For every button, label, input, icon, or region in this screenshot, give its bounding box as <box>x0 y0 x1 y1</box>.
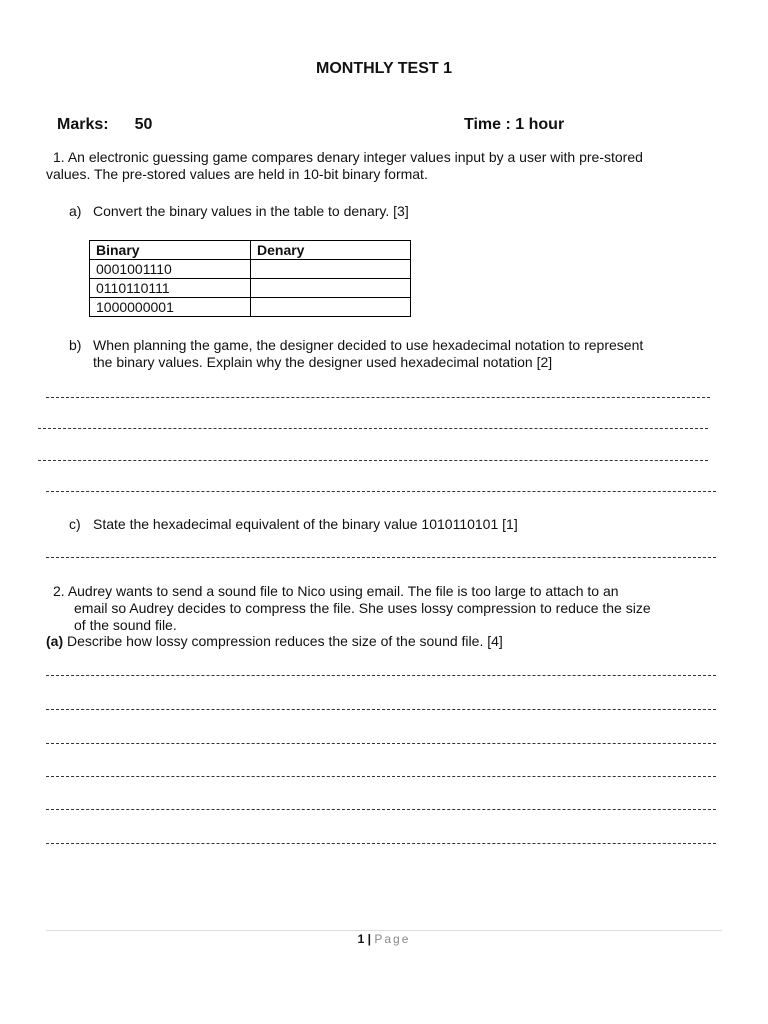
binary-cell: 0001001110 <box>90 260 251 279</box>
question-1b-text-line1: When planning the game, the designer decided to use hexadecimal notation to represent <box>93 337 644 353</box>
answer-line[interactable] <box>46 491 716 492</box>
marks-label: Marks: <box>57 116 109 133</box>
question-1b-label: b) <box>69 337 82 353</box>
binary-cell: 1000000001 <box>90 298 251 317</box>
denary-answer-cell[interactable] <box>251 260 411 279</box>
table-row <box>90 298 411 317</box>
question-1c-label: c) <box>69 516 81 532</box>
question-2a-text: Describe how lossy compression reduces the size of the sound file. [4] <box>67 633 503 649</box>
page-label: Page <box>374 932 411 946</box>
marks-info <box>57 116 152 134</box>
answer-line[interactable] <box>38 460 708 461</box>
question-2-text-line2: email so Audrey decides to compress the file. She uses lossy compression to reduce the size <box>74 600 651 616</box>
question-2a <box>46 633 503 650</box>
binary-denary-table <box>89 240 411 317</box>
answer-line[interactable] <box>46 776 716 777</box>
table-row <box>90 279 411 298</box>
question-1-text-line1: An electronic guessing game compares denary integer values input by a user with pre-stored <box>67 149 643 165</box>
question-1b-text-line2: the binary values. Explain why the designer used hexadecimal notation [2] <box>93 354 553 370</box>
denary-answer-cell[interactable] <box>251 298 411 317</box>
page-number: 1 <box>357 932 365 946</box>
time-info: Time : 1 hour <box>464 116 565 133</box>
question-2 <box>46 583 726 634</box>
table-header-denary: Denary <box>251 241 411 260</box>
question-1a-text: Convert the binary values in the table to denary. [3] <box>93 203 409 219</box>
question-1a-label: a) <box>69 203 82 219</box>
table-header-row <box>90 241 411 260</box>
footer-separator: | <box>367 932 371 946</box>
denary-answer-cell[interactable] <box>251 279 411 298</box>
question-1c-text: State the hexadecimal equivalent of the binary value 1010110101 [1] <box>93 516 518 532</box>
answer-line[interactable] <box>46 397 710 398</box>
answer-line[interactable] <box>46 809 716 810</box>
page-title: MONTHLY TEST 1 <box>315 60 453 77</box>
question-1 <box>46 149 726 183</box>
answer-line[interactable] <box>46 675 716 676</box>
page-footer <box>0 932 768 946</box>
answer-line[interactable] <box>38 428 708 429</box>
question-2-number: 2. <box>53 583 65 599</box>
question-1a <box>69 203 409 220</box>
answer-line[interactable] <box>46 557 716 558</box>
question-2a-label: (a) <box>46 633 64 649</box>
question-2-text-line1: Audrey wants to send a sound file to Nico using email. The file is too large to attach to an <box>67 583 619 599</box>
binary-cell: 0110110111 <box>90 279 251 298</box>
marks-value: 50 <box>134 116 153 133</box>
question-1-number: 1. <box>53 149 65 165</box>
question-1c <box>69 516 518 533</box>
question-1b <box>69 337 719 371</box>
question-1-text-line2: values. The pre-stored values are held in 10-bit binary format. <box>46 166 428 182</box>
answer-line[interactable] <box>46 843 716 844</box>
answer-line[interactable] <box>46 743 716 744</box>
table-header-binary: Binary <box>90 241 251 260</box>
footer-divider <box>46 930 722 931</box>
question-2-text-line3: of the sound file. <box>74 617 177 633</box>
table-row <box>90 260 411 279</box>
answer-line[interactable] <box>46 709 716 710</box>
